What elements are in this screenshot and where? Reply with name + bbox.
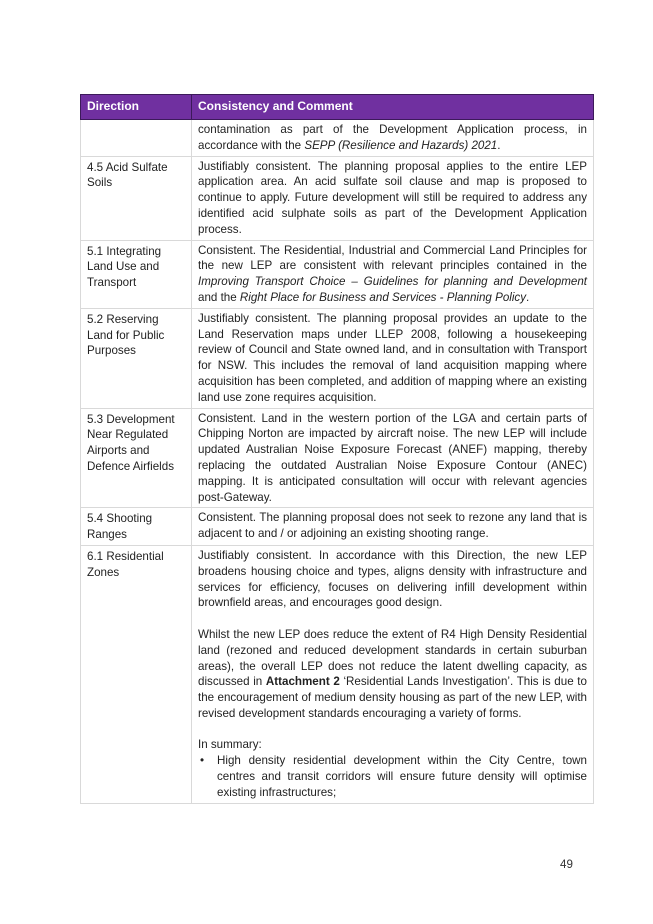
comment-text: . <box>497 138 501 152</box>
comment-paragraph <box>198 627 587 722</box>
comment-cell <box>192 408 594 508</box>
table-row <box>81 240 594 308</box>
direction-cell: 6.1 Residential Zones <box>81 545 192 803</box>
direction-cell: 5.1 Integrating Land Use and Transport <box>81 240 192 308</box>
direction-cell <box>81 120 192 157</box>
comment-cell <box>192 240 594 308</box>
comment-text: ‘Residential Lands Investigation’. This is due to the encouragement of medium density housing as part of the new LEP, with revised development standards encouraging a variety of forms. <box>198 675 587 720</box>
comment-text: Consistent. The planning proposal does not seek to rezone any land that is adjacent to and / or adjoining an existing shooting range. <box>198 511 587 541</box>
header-consistency-comment: Consistency and Comment <box>192 95 594 120</box>
page-number: 49 <box>560 858 573 871</box>
comment-text: Justifiably consistent. The planning proposal applies to the entire LEP application area. An acid sulfate soil clause and map is proposed to continue to apply. Future development will still be required to address any identified acid sulphate soils as part of the Development Application process. <box>198 159 587 236</box>
table-row <box>81 156 594 240</box>
comment-policy-reference: SEPP (Resilience and Hazards) 2021 <box>304 138 498 152</box>
table-row <box>81 408 594 508</box>
comment-policy-reference: Right Place for Business and Services - Planning Policy <box>239 290 527 304</box>
consistency-table <box>80 94 594 804</box>
comment-policy-reference: Improving Transport Choice – Guidelines for planning and Development <box>198 275 587 289</box>
comment-text: Consistent. Land in the western portion of the LGA and certain parts of Chipping Norton are impacted by aircraft noise. The new LEP will include updated Australian Noise Exposure Forecast (ANEF) mapping, thereby replacing the outdated Australian Noise Exposure Contour (ANEC) mapping. It is anticipated consultation will occur with relevant agencies post-Gateway. <box>198 411 587 504</box>
summary-label: In summary: <box>198 738 262 752</box>
table-row <box>81 545 594 803</box>
direction-cell: 4.5 Acid Sulfate Soils <box>81 156 192 240</box>
direction-cell: 5.2 Reserving Land for Public Purposes <box>81 308 192 408</box>
direction-cell: 5.3 Development Near Regulated Airports and Defence Airfields <box>81 408 192 508</box>
comment-cell <box>192 545 594 803</box>
comment-cell <box>192 120 594 157</box>
header-direction: Direction <box>81 95 192 120</box>
comment-paragraph <box>198 548 587 611</box>
comment-text: Whilst the new LEP does reduce the extent of R4 High Density Residential land (rezoned and reduced development standards in certain suburban areas), the overall LEP does not reduce the latent dwelling capacity, as discussed in <box>198 627 587 689</box>
comment-cell <box>192 156 594 240</box>
summary-bullet-list <box>198 753 587 800</box>
attachment-reference: Attachment 2 <box>265 675 340 689</box>
direction-cell: 5.4 Shooting Ranges <box>81 508 192 546</box>
comment-text: contamination as part of the Development Application process, in accordance with the <box>198 123 587 152</box>
comment-text: . <box>526 290 530 304</box>
comment-cell <box>192 508 594 546</box>
table-header-row <box>81 95 594 120</box>
comment-text: Consistent. The Residential, Industrial and Commercial Land Principles for the new LEP are consistent with relevant principles contained in the <box>198 243 587 273</box>
comment-text: Justifiably consistent. In accordance with this Direction, the new LEP broadens housing choice and types, aligns density with infrastructure and services for efficiency, focuses on delivering infill development within brownfield areas, and encourages good design. <box>198 548 587 610</box>
table-row <box>81 508 594 546</box>
table-row <box>81 120 594 157</box>
comment-text: Justifiably consistent. The planning proposal provides an update to the Land Reservation maps under LLEP 2008, following a housekeeping review of Council and State owned land, and in consultation with Transport for NSW. This includes the removal of land acquisition mapping where acquisition has been completed, and addition of mapping where an existing land use zone requires acquisition. <box>198 311 587 404</box>
table-row <box>81 308 594 408</box>
comment-paragraph <box>198 737 587 800</box>
bullet-item: • High density residential development within the City Centre, town centres and transit corridors will ensure future density will optimise existing infrastructures; <box>217 753 587 800</box>
comment-cell <box>192 308 594 408</box>
comment-text: and the <box>198 290 240 304</box>
